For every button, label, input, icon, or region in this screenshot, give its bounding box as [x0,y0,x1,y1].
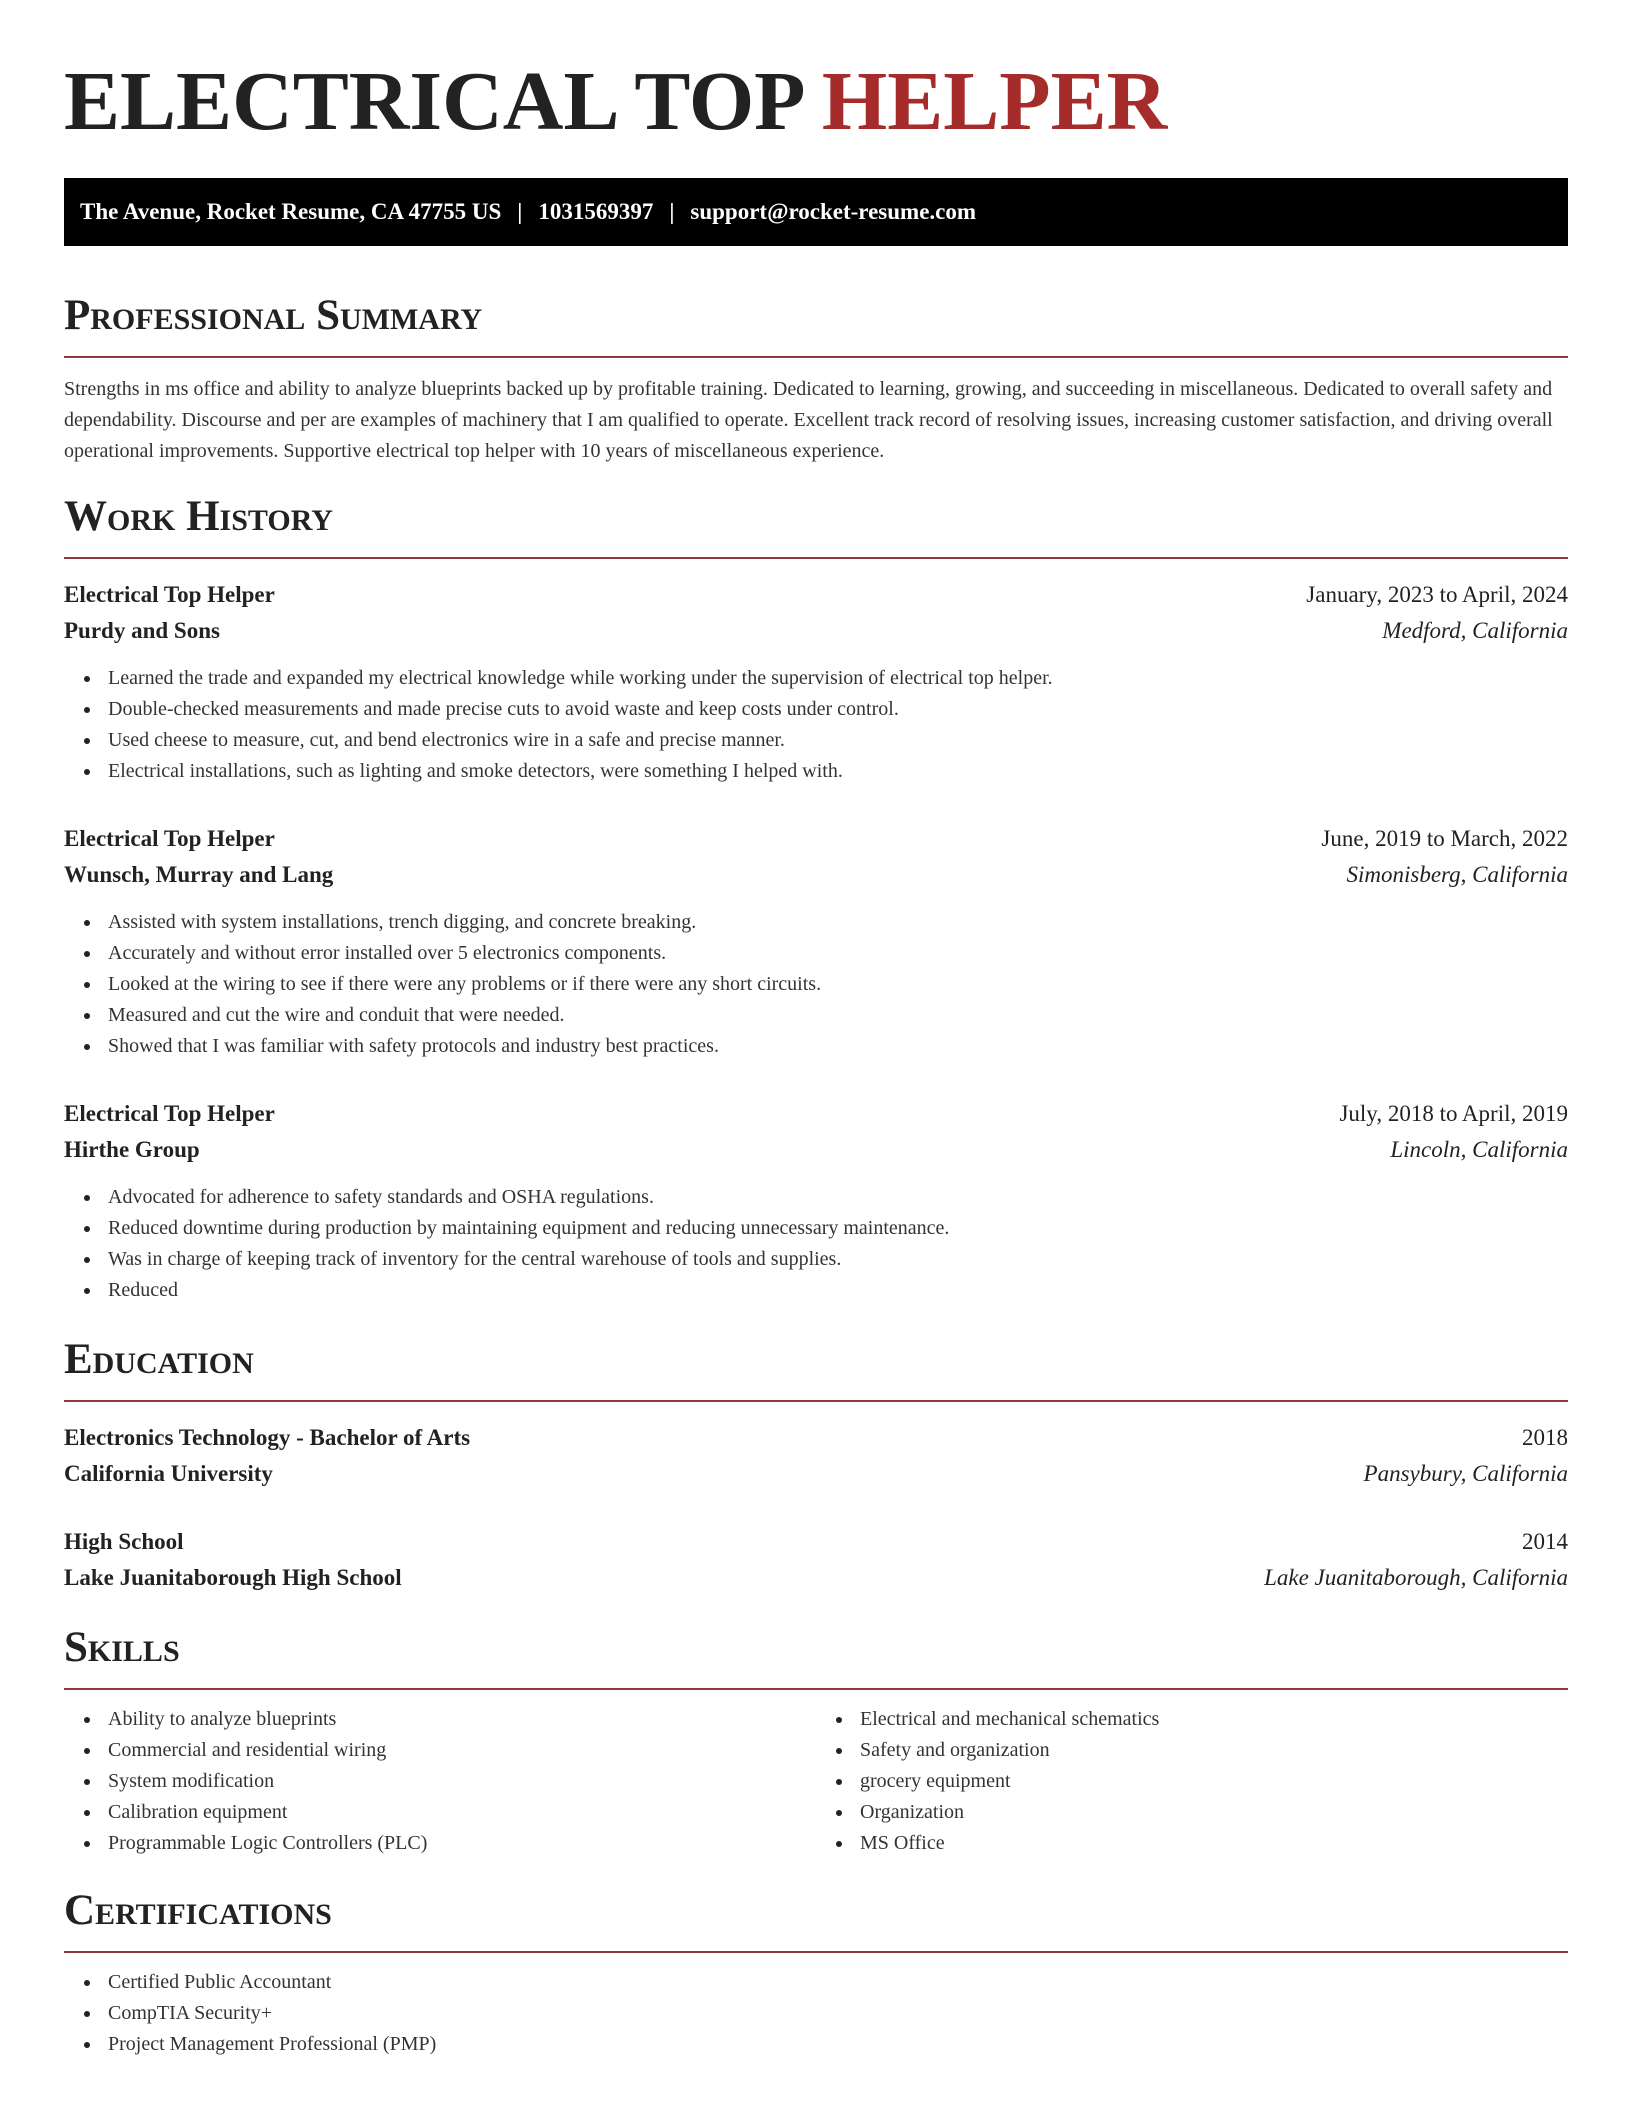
contact-separator: | [517,199,523,224]
certifications-section [64,1885,1568,2060]
contact-separator: | [669,199,675,224]
job-dates: July, 2018 to April, 2019 [1339,1101,1568,1126]
job-bullet: Assisted with system installations, trench digging, and concrete breaking. [108,907,1568,938]
skill-item: MS Office [860,1828,1568,1859]
education-entry [64,1524,1568,1596]
section-divider [64,1951,1568,1953]
education-location: Pansybury, California [1363,1461,1568,1486]
job-location: Simonisberg, California [1346,862,1568,887]
job-dates: January, 2023 to April, 2024 [1306,582,1568,607]
section-divider [64,356,1568,358]
education-degree: High School [64,1529,184,1554]
section-divider [64,557,1568,559]
section-title-work-history: Work History [64,493,333,540]
job-title: Electrical Top Helper [64,1101,275,1126]
name-first: ELECTRICAL TOP [64,55,801,148]
skill-item: Safety and organization [860,1735,1568,1766]
job-bullet: Advocated for adherence to safety standards and OSHA regulations. [108,1182,1568,1213]
job-bullet: Learned the trade and expanded my electrical knowledge while working under the supervision of electrical top helper. [108,663,1568,694]
summary-section [64,290,1568,467]
job-dates: June, 2019 to March, 2022 [1321,826,1568,851]
education-year: 2014 [1522,1529,1568,1554]
skill-item: Programmable Logic Controllers (PLC) [108,1828,816,1859]
education-school: Lake Juanitaborough High School [64,1565,402,1590]
section-title-certifications: Certifications [64,1887,332,1934]
skill-item: Organization [860,1797,1568,1828]
job-bullet: Double-checked measurements and made precise cuts to avoid waste and keep costs under control. [108,694,1568,725]
job-entry [64,821,1568,1062]
job-bullet: Was in charge of keeping track of inventory for the central warehouse of tools and supplies. [108,1244,1568,1275]
section-divider [64,1688,1568,1690]
education-location: Lake Juanitaborough, California [1264,1565,1568,1590]
contact-bar [64,178,1568,246]
job-bullet: Reduced downtime during production by maintaining equipment and reducing unnecessary maintenance. [108,1213,1568,1244]
skills-list-right [816,1704,1568,1859]
job-bullet: Showed that I was familiar with safety protocols and industry best practices. [108,1031,1568,1062]
education-year: 2018 [1522,1425,1568,1450]
summary-text: Strengths in ms office and ability to analyze blueprints backed up by profitable training. Dedicated to learning, growing, and succeeding in miscellaneous. Dedicated to overall safety and dependability. Discourse and per are examples of machinery that I am qualified to operate. Excellent track record of resolving issues, increasing customer satisfaction, and driving overall operational improvements. Supportive electrical top helper with 10 years of miscellaneous experience. [64,378,1553,462]
job-bullet: Accurately and without error installed over 5 electronics components. [108,938,1568,969]
skill-item: Commercial and residential wiring [108,1735,816,1766]
job-bullet: Reduced [108,1275,1568,1306]
skills-section [64,1622,1568,1859]
job-location: Lincoln, California [1390,1137,1568,1162]
skill-item: Calibration equipment [108,1797,816,1828]
job-entry [64,577,1568,787]
work-history-section [64,491,1568,1306]
job-bullet: Looked at the wiring to see if there were any problems or if there were any short circuits. [108,969,1568,1000]
skills-grid [64,1704,1568,1859]
skill-item: grocery equipment [860,1766,1568,1797]
section-title-skills: Skills [64,1624,180,1671]
section-divider [64,1400,1568,1402]
name-last: HELPER [821,55,1168,148]
job-bullet: Electrical installations, such as lighting and smoke detectors, were something I helped with. [108,756,1568,787]
certifications-list [64,1967,1568,2060]
job-bullets [64,1182,1568,1306]
job-bullet: Measured and cut the wire and conduit that were needed. [108,1000,1568,1031]
contact-address: The Avenue, Rocket Resume, CA 47755 US [80,199,502,224]
job-company: Wunsch, Murray and Lang [64,862,334,887]
section-title-education: Education [64,1336,254,1383]
certification-item: CompTIA Security+ [108,1998,1568,2029]
resume-name [64,0,1568,152]
job-title: Electrical Top Helper [64,826,275,851]
section-title-summary: Professional Summary [64,292,483,339]
education-section [64,1334,1568,1596]
contact-email: support@rocket-resume.com [690,199,977,224]
skill-item: System modification [108,1766,816,1797]
certification-item: Project Management Professional (PMP) [108,2029,1568,2060]
job-title: Electrical Top Helper [64,582,275,607]
job-bullet: Used cheese to measure, cut, and bend electronics wire in a safe and precise manner. [108,725,1568,756]
education-school: California University [64,1461,273,1486]
education-degree: Electronics Technology - Bachelor of Arts [64,1425,471,1450]
skill-item: Ability to analyze blueprints [108,1704,816,1735]
job-bullets [64,907,1568,1062]
job-location: Medford, California [1382,618,1568,643]
education-entry [64,1420,1568,1492]
certification-item: Certified Public Accountant [108,1967,1568,1998]
job-entry [64,1096,1568,1306]
skills-list-left [64,1704,816,1859]
contact-phone: 1031569397 [538,199,654,224]
skill-item: Electrical and mechanical schematics [860,1704,1568,1735]
job-company: Purdy and Sons [64,618,220,643]
job-company: Hirthe Group [64,1137,200,1162]
job-bullets [64,663,1568,787]
